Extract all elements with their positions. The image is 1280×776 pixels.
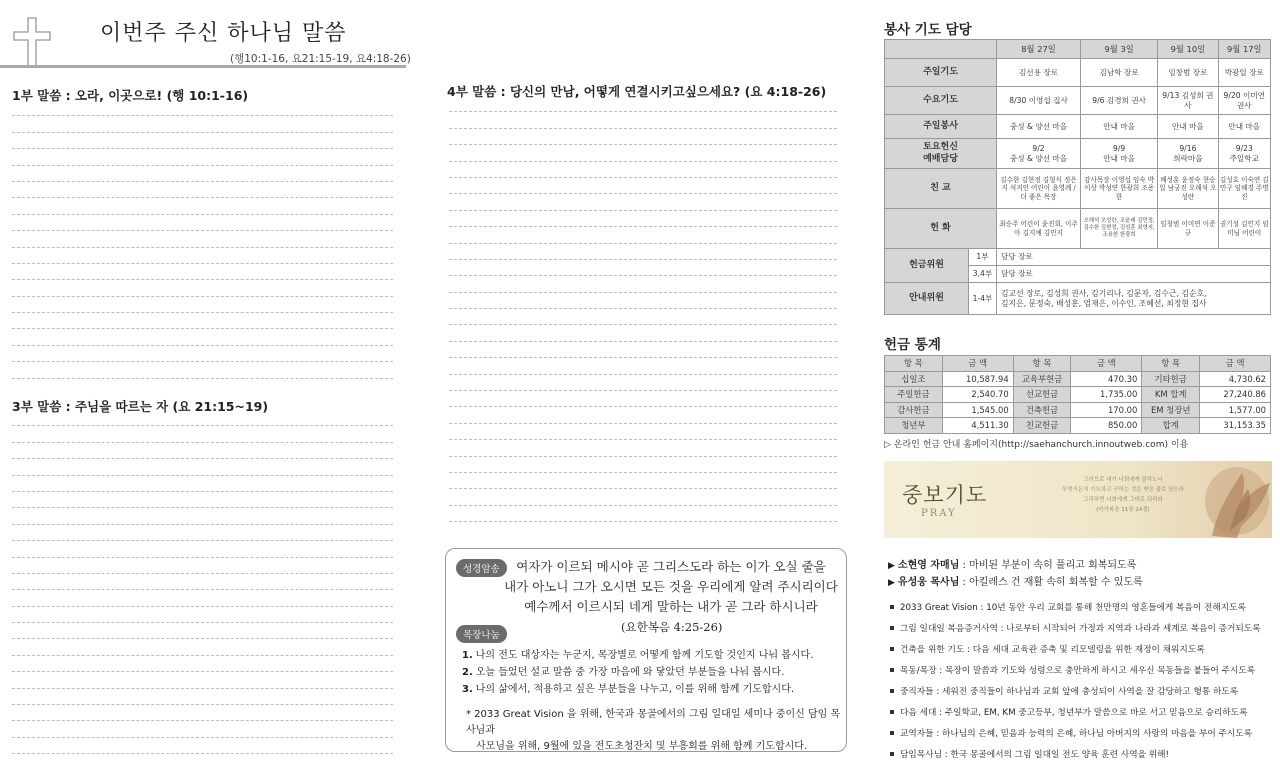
column-header: 금 액 — [1071, 356, 1142, 372]
cross-icon — [12, 16, 52, 68]
prayer-item: 교역자들 : 하나님의 은혜, 믿음과 능력의 은혜, 하나님 아버지의 사랑의 마음을 부어 주시도록 — [888, 727, 1252, 739]
item-name: 청년부 — [885, 418, 943, 434]
item-name: 십일조 — [885, 371, 943, 387]
triangle-bullet-icon: ▶ — [888, 561, 895, 571]
prayer-request-main: ▶ 유성웅 목사님 : 아킬레스 건 재활 속히 회복할 수 있도록 — [888, 577, 1143, 588]
service-header-row — [885, 40, 1271, 59]
item-amount: 170.00 — [1071, 402, 1142, 418]
date-header: 8월 27일 — [997, 40, 1081, 59]
item-name: 감사헌금 — [885, 402, 943, 418]
note-line[interactable] — [449, 457, 837, 473]
sermon-part3-title: 3부 말씀 : 주님을 따르는 자 (요 21:15~19) — [12, 399, 269, 414]
prayer-item: 2033 Great Vision : 10년 동안 우리 교회를 통해 천만명의 영혼들에게 복음이 전해지도록 — [888, 601, 1246, 613]
table-cell: 9/9 안내 마을 — [1081, 139, 1158, 169]
item-amount: 850.00 — [1071, 418, 1142, 434]
note-line[interactable] — [449, 325, 837, 341]
table-row — [885, 387, 1271, 403]
square-bullet-icon — [890, 647, 894, 651]
note-line[interactable] — [12, 248, 393, 264]
item-name: 선교헌금 — [1013, 387, 1071, 403]
discussion-questions — [462, 647, 842, 698]
item-amount: 1,735.00 — [1071, 387, 1142, 403]
item-name: EM 청장년 — [1142, 402, 1200, 418]
note-line[interactable] — [449, 506, 837, 522]
item-name: 합계 — [1142, 418, 1200, 434]
note-line[interactable] — [449, 309, 837, 325]
discussion-item: 2. 오늘 들었던 설교 말씀 중 가장 마음에 와 닿았던 부분들을 나눠 봅시다. — [462, 667, 785, 678]
table-cell: 오해석 오성란, 조윤래 김민정, 김수한 김현정, 김성훈 최영지, 조용한 한광희 — [1081, 209, 1158, 249]
note-line[interactable] — [12, 215, 393, 231]
note-line[interactable] — [12, 313, 393, 329]
note-line[interactable] — [12, 149, 393, 165]
note-line[interactable] — [12, 476, 393, 492]
memory-verse-reference: (요한복음 4:25-26) — [621, 620, 723, 634]
table-cell: 안내 마을 — [1158, 115, 1218, 139]
service-table — [884, 39, 1271, 315]
table-cell: 김성호 이숙연 김민구 임혜경 주명진 — [1218, 169, 1270, 209]
table-cell: 안내 마을 — [1218, 115, 1270, 139]
discussion-item: 1. 나의 전도 대상자는 누군지, 목장별로 어떻게 함께 기도할 것인지 나눠 봅시다. — [462, 650, 814, 661]
square-bullet-icon — [890, 626, 894, 630]
table-cell: 9/13 김성희 권사 — [1158, 87, 1218, 115]
role-cell: 친 교 — [885, 169, 997, 209]
table-row — [885, 283, 1271, 315]
note-line[interactable] — [12, 508, 393, 524]
item-amount: 1,577.00 — [1200, 402, 1271, 418]
square-bullet-icon — [890, 710, 894, 714]
scripture-reference: (행10:1-16, 요21:15-19, 요4:18-26) — [230, 53, 411, 65]
table-row — [885, 402, 1271, 418]
item-amount: 4,511.30 — [942, 418, 1013, 434]
role-cell: 토요헌신 예배담당 — [885, 139, 997, 169]
table-cell: 최승주 어린이 윤진희, 이주아 김지예 김민지 — [997, 209, 1081, 249]
role-cell: 주일봉사 — [885, 115, 997, 139]
table-cell: 안내 마을 — [1081, 115, 1158, 139]
online-offering-note: ▷ 온라인 헌금 안내 홈페이지(http://saehanchurch.innoutweb.com) 이용 — [884, 440, 1189, 450]
square-bullet-icon — [890, 731, 894, 735]
note-line[interactable] — [449, 407, 837, 423]
note-line[interactable] — [12, 116, 393, 132]
prayer-item: 목동/목장 : 목장이 말씀과 기도와 성령으로 충만하게 하시고 세우신 목동들을 붙들어 주시도록 — [888, 664, 1255, 676]
note-line[interactable] — [12, 590, 393, 606]
role-cell: 헌 화 — [885, 209, 997, 249]
date-header: 9월 3일 — [1081, 40, 1158, 59]
sermon-part1-title: 1부 말씀 : 오라, 이곳으로! (행 10:1-16) — [12, 88, 249, 103]
note-line[interactable] — [449, 178, 837, 194]
table-row — [885, 209, 1271, 249]
praying-hands-icon — [1182, 461, 1272, 538]
item-amount: 2,540.70 — [942, 387, 1013, 403]
note-line[interactable] — [449, 194, 837, 210]
note-line[interactable] — [12, 264, 393, 280]
note-line[interactable] — [449, 129, 837, 145]
banner-verse: 그러므로 내가 너희에게 말하노니 무엇이든지 기도하고 구하는 것은 받은 줄로 믿으라 그리하면 너희에게 그대로 되리라 (마가복음 11장 24절) — [1061, 477, 1185, 513]
table-cell: 담당 장로 — [997, 266, 1271, 283]
sermon-part4-title: 4부 말씀 : 당신의 만남, 어떻게 연결시키고싶으세요? (요 4:18-26) — [447, 84, 827, 99]
note-line[interactable] — [12, 426, 393, 442]
triangle-bullet-icon: ▶ — [888, 578, 895, 588]
prayer-request-main: ▶ 소현영 자매님 : 마비된 부분이 속히 풀리고 회복되도록 — [888, 560, 1137, 571]
column-header: 금 액 — [942, 356, 1013, 372]
note-line[interactable] — [12, 362, 393, 378]
verse-line: 여자가 이르되 메시야 곧 그리스도라 하는 이가 오실 줄을 — [516, 559, 826, 574]
prayer-note: * 2033 Great Vision 을 위해, 한국과 몽골에서의 그림 일대일 세미나 중이신 담임 목사님과 사모님을 위해, 9월에 있을 전도초청잔치 및 부흥회를 위해 함께 기도합시다. — [466, 709, 841, 752]
note-line[interactable] — [12, 672, 393, 688]
memory-verse-text — [496, 557, 846, 617]
note-line[interactable] — [12, 492, 393, 508]
note-line[interactable] — [12, 689, 393, 705]
note-line[interactable] — [449, 440, 837, 456]
header-divider — [0, 65, 406, 68]
role-cell: 주일기도 — [885, 59, 997, 87]
memory-verse-box — [445, 548, 847, 752]
note-line[interactable] — [12, 607, 393, 623]
sub-cell: 1-4부 — [969, 283, 997, 315]
note-line[interactable] — [12, 182, 393, 198]
service-section-title: 봉사 기도 담당 — [884, 22, 972, 38]
item-amount: 4,730.62 — [1200, 371, 1271, 387]
note-line[interactable] — [449, 375, 837, 391]
table-cell: 9/6 김경희 권사 — [1081, 87, 1158, 115]
square-bullet-icon — [890, 689, 894, 693]
table-cell: 감사목장 이영섭 임숙 박이상 박성연 한광희 조용한 — [1081, 169, 1158, 209]
note-line[interactable] — [12, 574, 393, 590]
note-line[interactable] — [12, 133, 393, 149]
role-cell: 안내위원 — [885, 283, 969, 315]
column-header: 항 목 — [1013, 356, 1071, 372]
banner-subtitle: PRAY — [921, 508, 957, 519]
note-line[interactable] — [12, 443, 393, 459]
table-cell: 김선용 장로 — [997, 59, 1081, 87]
table-row — [885, 169, 1271, 209]
note-line[interactable] — [12, 100, 393, 116]
table-cell: 9/20 이미연 권사 — [1218, 87, 1270, 115]
prayer-item: 중직자들 : 세워진 중직들이 하나님과 교회 앞에 충성되이 사역을 잘 감당하고 형통 하도록 — [888, 685, 1238, 697]
item-name: 교육부헌금 — [1013, 371, 1071, 387]
item-amount: 10,587.94 — [942, 371, 1013, 387]
date-header: 9월 17일 — [1218, 40, 1270, 59]
notes-area-part4[interactable] — [449, 96, 837, 522]
note-line[interactable] — [449, 489, 837, 505]
note-line[interactable] — [449, 342, 837, 358]
note-line[interactable] — [12, 459, 393, 475]
note-line[interactable] — [449, 260, 837, 276]
note-line[interactable] — [449, 112, 837, 128]
note-line[interactable] — [449, 211, 837, 227]
table-row — [885, 139, 1271, 169]
table-row — [885, 418, 1271, 434]
note-line[interactable] — [449, 391, 837, 407]
note-line[interactable] — [449, 473, 837, 489]
note-line[interactable] — [12, 639, 393, 655]
memory-verse-label: 성경암송 — [456, 559, 507, 577]
note-line[interactable] — [12, 541, 393, 557]
verse-line: 내가 아노니 그가 오시면 모든 것을 우리에게 알려 주시리이다 — [504, 579, 838, 594]
note-line[interactable] — [12, 166, 393, 182]
sub-cell: 3,4부 — [969, 266, 997, 283]
item-amount: 470.30 — [1071, 371, 1142, 387]
table-cell: 9/2 충성 & 양선 마을 — [997, 139, 1081, 169]
table-cell: 권기성 김인지 임미님 어린이 — [1218, 209, 1270, 249]
note-line[interactable] — [12, 329, 393, 345]
note-line[interactable] — [12, 721, 393, 737]
item-amount: 27,240.86 — [1200, 387, 1271, 403]
table-cell: 9/23 주일학교 — [1218, 139, 1270, 169]
offering-header-row — [885, 356, 1271, 372]
note-line[interactable] — [449, 358, 837, 374]
note-line[interactable] — [12, 231, 393, 247]
column-header: 항 목 — [885, 356, 943, 372]
item-name: 기타헌금 — [1142, 371, 1200, 387]
table-cell: 8/30 이영섭 집사 — [997, 87, 1081, 115]
offering-table — [884, 355, 1271, 434]
note-line[interactable] — [12, 525, 393, 541]
notes-area-part1[interactable] — [12, 100, 393, 379]
table-row — [885, 115, 1271, 139]
note-line[interactable] — [12, 346, 393, 362]
note-line[interactable] — [12, 198, 393, 214]
table-cell: 9/16 희락마을 — [1158, 139, 1218, 169]
table-cell: 박광일 장로 — [1218, 59, 1270, 87]
note-line[interactable] — [12, 558, 393, 574]
note-line[interactable] — [449, 96, 837, 112]
prayer-item: 그림 일대일 복음증거사역 : 나로부터 시작되어 가정과 지역과 나라과 세계로 복음이 증거되도록 — [888, 622, 1261, 634]
table-cell: 임창범 장로 — [1158, 59, 1218, 87]
notes-area-part3[interactable] — [12, 410, 393, 754]
item-amount: 1,545.00 — [942, 402, 1013, 418]
role-cell: 수요기도 — [885, 87, 997, 115]
page-title: 이번주 주신 하나님 말씀 — [100, 21, 347, 46]
item-name: KM 합계 — [1142, 387, 1200, 403]
note-line[interactable] — [12, 410, 393, 426]
note-line[interactable] — [449, 162, 837, 178]
table-cell: 담당 장로 — [997, 249, 1271, 266]
service-header-blank — [885, 40, 997, 59]
discussion-label: 목장나눔 — [456, 625, 507, 643]
note-line[interactable] — [449, 227, 837, 243]
table-cell: 충성 & 양선 마을 — [997, 115, 1081, 139]
note-line[interactable] — [12, 297, 393, 313]
note-line[interactable] — [449, 276, 837, 292]
note-line[interactable] — [12, 280, 393, 296]
table-cell: 김교선 장로, 김성희 권사, 김기리나, 김문자, 김수근, 김순호, 김지은, 문정숙, 배성훈, 엄재은, 이수인, 조혜선, 최정현 집사 — [997, 283, 1271, 315]
date-header: 9월 10일 — [1158, 40, 1218, 59]
table-row — [885, 59, 1271, 87]
table-cell: 김수한 김현정 김형식 정은지 석지인 어린이 윤영례 / 더 좋은 목장 — [997, 169, 1081, 209]
note-line[interactable] — [449, 424, 837, 440]
prayer-item: 건축을 위한 기도 : 다음 세대 교육관 증축 및 리모델링을 위한 재정이 채워지도록 — [888, 643, 1205, 655]
prayer-item: 다음 세대 : 주일학교, EM, KM 중고등부, 청년부가 말씀으로 바로 서고 믿음으로 승리하도록 — [888, 706, 1247, 718]
note-line[interactable] — [449, 293, 837, 309]
item-amount: 31,153.35 — [1200, 418, 1271, 434]
table-row — [885, 87, 1271, 115]
square-bullet-icon — [890, 752, 894, 756]
banner-title: 중보기도 — [902, 483, 988, 507]
note-line[interactable] — [449, 145, 837, 161]
verse-line: 예수께서 이르시되 네게 말하는 내가 곧 그라 하시니라 — [524, 599, 818, 614]
prayer-banner — [884, 461, 1272, 538]
note-line[interactable] — [12, 623, 393, 639]
column-header: 금 액 — [1200, 356, 1271, 372]
note-line[interactable] — [12, 705, 393, 721]
square-bullet-icon — [890, 605, 894, 609]
item-name: 주일헌금 — [885, 387, 943, 403]
table-cell: 김남학 장로 — [1081, 59, 1158, 87]
note-line[interactable] — [449, 244, 837, 260]
square-bullet-icon — [890, 668, 894, 672]
sub-cell: 1부 — [969, 249, 997, 266]
table-cell: 배성훈 윤정숙 현승일 남궁진 오해석 오성란 — [1158, 169, 1218, 209]
table-row — [885, 249, 1271, 266]
table-cell: 임창범 이미연 이준규 — [1158, 209, 1218, 249]
discussion-item: 3. 나의 삶에서, 적용하고 싶은 부분들을 나누고, 이를 위해 함께 기도합시다. — [462, 684, 795, 695]
note-line[interactable] — [12, 738, 393, 754]
role-cell: 헌금위원 — [885, 249, 969, 283]
prayer-item: 담임목사님 : 한국 몽골에서의 그림 일대일 전도 양육 훈련 사역을 위해! — [888, 748, 1169, 760]
item-name: 건축헌금 — [1013, 402, 1071, 418]
offering-section-title: 헌금 통계 — [884, 337, 941, 353]
table-row — [885, 371, 1271, 387]
column-header: 항 목 — [1142, 356, 1200, 372]
note-line[interactable] — [12, 656, 393, 672]
item-name: 친교헌금 — [1013, 418, 1071, 434]
